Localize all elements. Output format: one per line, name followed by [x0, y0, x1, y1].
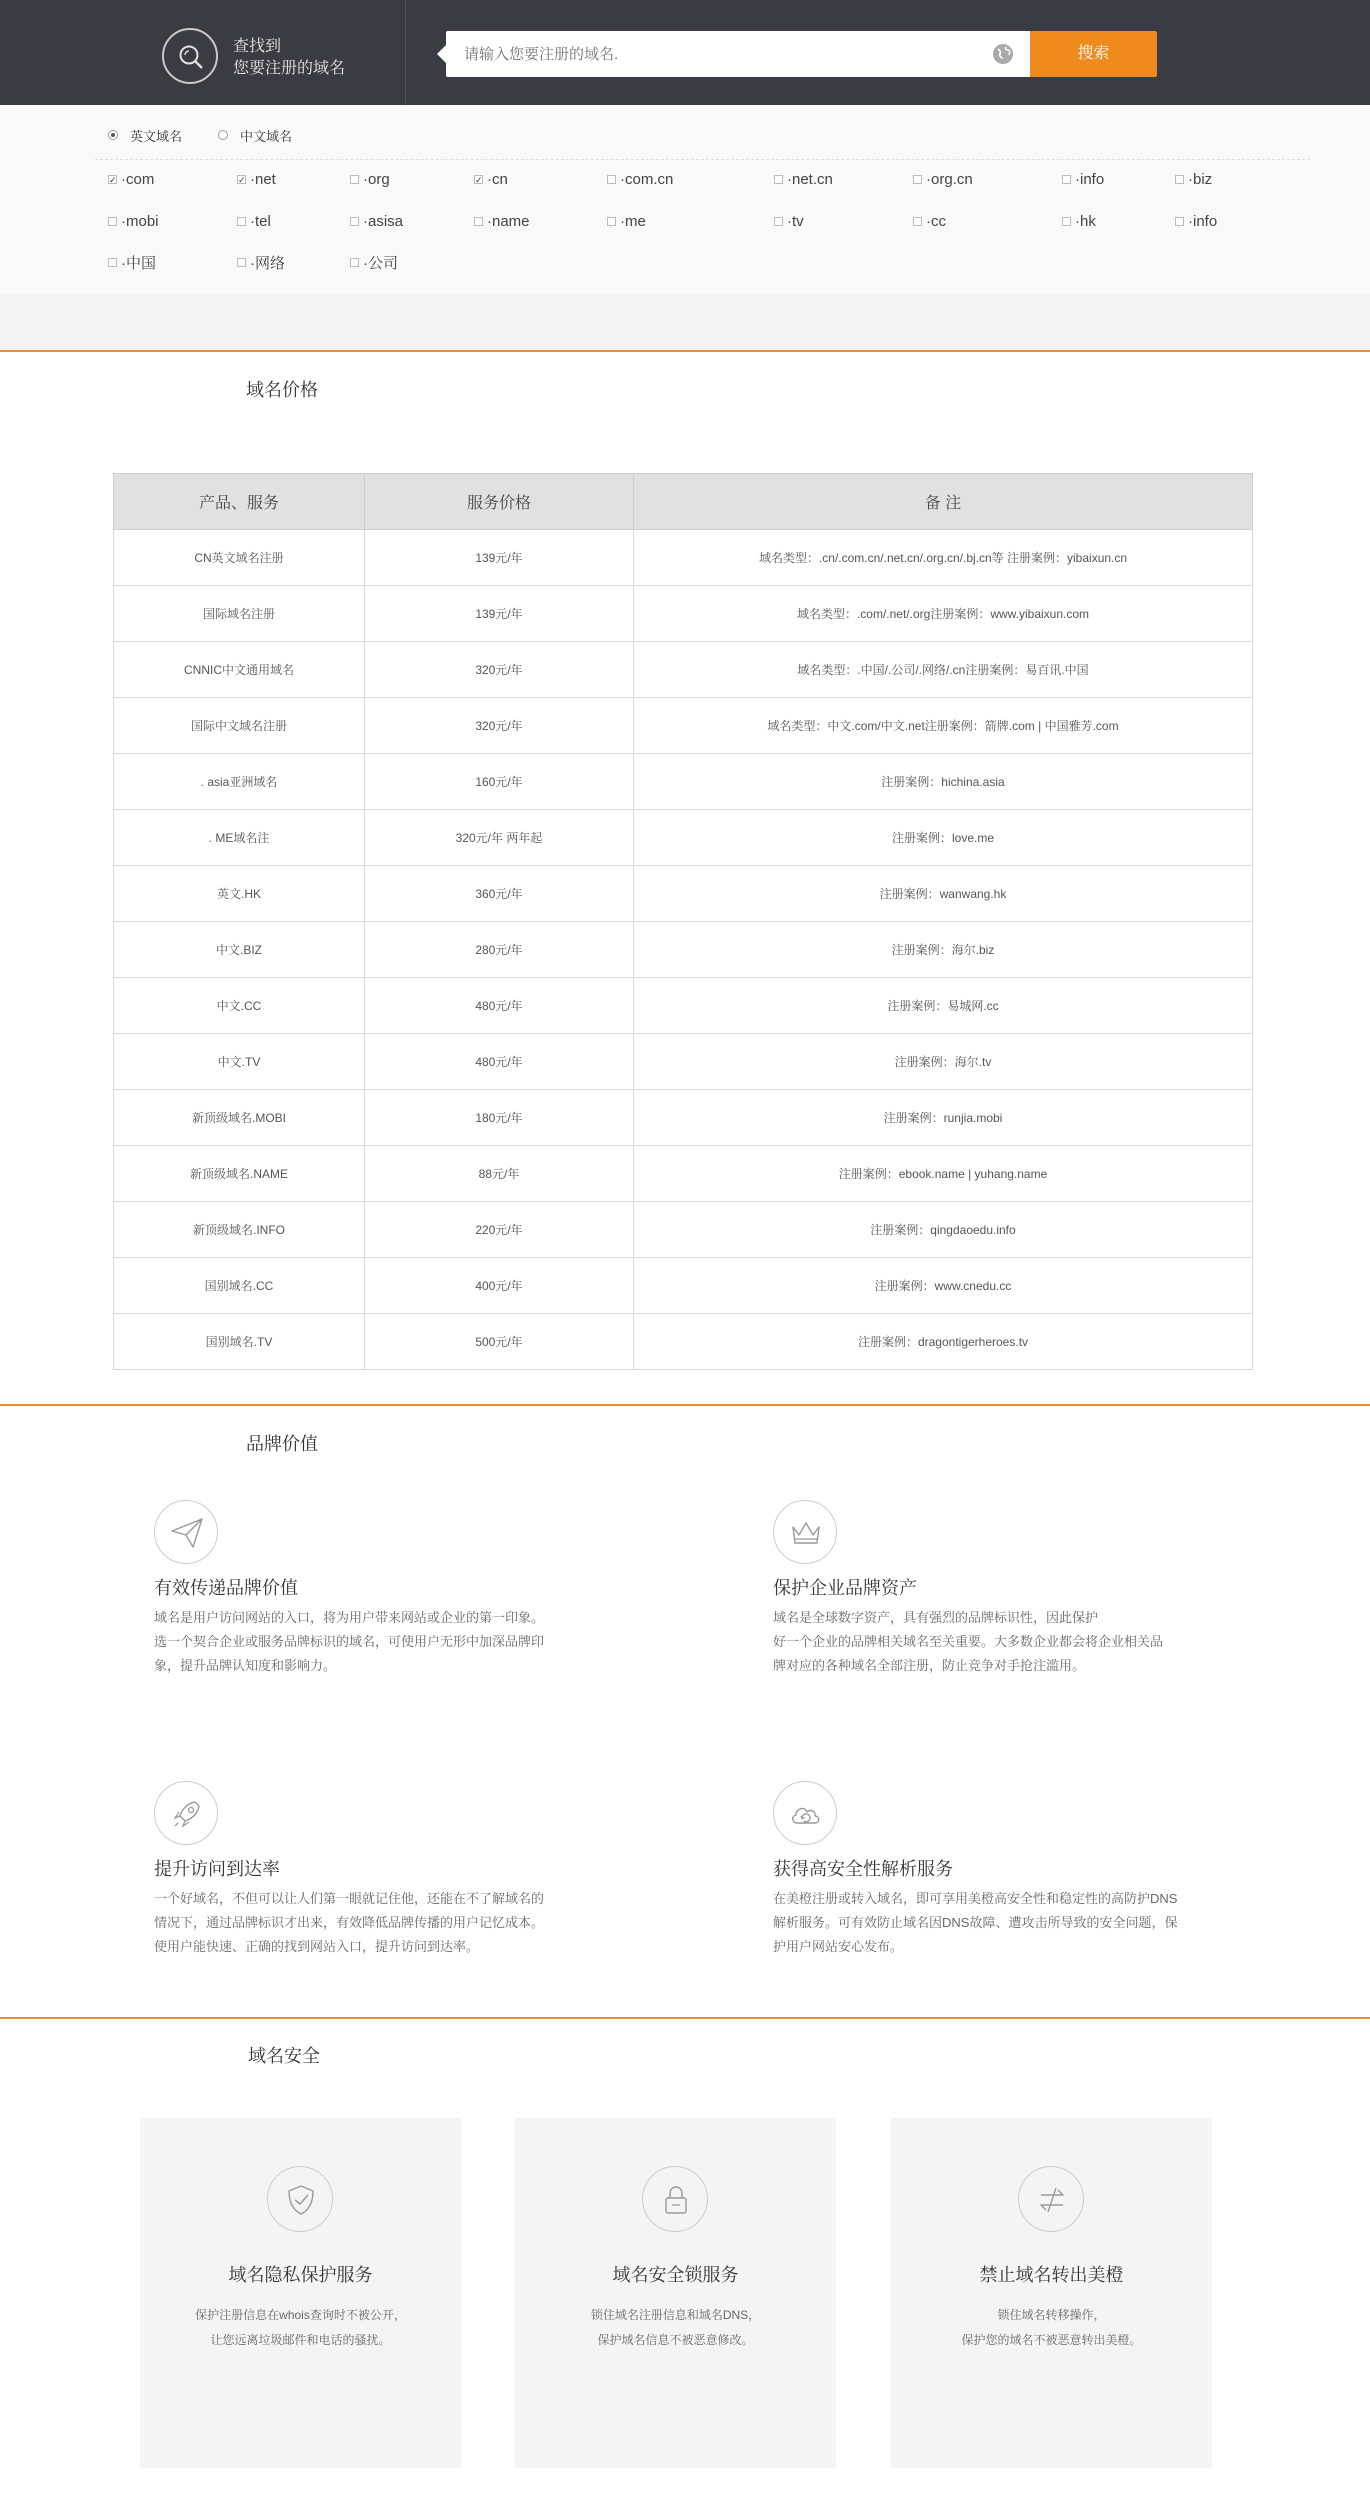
table-cell: 注册案例：ebook.name | yuhang.name	[634, 1146, 1253, 1202]
feature-line: 解析服务。可有效防止域名因DNS故障、遭攻击所导致的安全问题，保	[773, 1915, 1178, 1930]
tld-checkbox[interactable]	[237, 209, 271, 233]
card-line: 保护注册信息在whois查询时不被公开，	[195, 2308, 406, 2322]
table-cell: 480元/年	[365, 978, 634, 1034]
card-line: 保护您的域名不被恶意转出美橙。	[961, 2333, 1142, 2347]
feature-line: 情况下，通过品牌标识才出来，有效降低品牌传播的用户记忆成本。	[154, 1915, 545, 1930]
search-badge	[162, 28, 218, 84]
feature-description	[773, 1606, 1213, 1678]
tld-label: ·biz	[1188, 170, 1213, 188]
tld-checkbox[interactable]	[1062, 209, 1096, 233]
card-line: 锁住域名注册信息和域名DNS，	[590, 2308, 761, 2322]
feature-icon-circle	[773, 1500, 837, 1564]
table-cell: 域名类型：.中国/.公司/.网络/.cn注册案例：易百讯.中国	[634, 642, 1253, 698]
table-cell: 域名类型：中文.com/中文.net注册案例：箭牌.com | 中国雅芳.com	[634, 698, 1253, 754]
card-description	[140, 2303, 461, 2353]
paper-plane-icon	[169, 1515, 205, 1551]
tld-label: ·net.cn	[787, 170, 833, 188]
table-row	[114, 810, 1253, 866]
security-card	[140, 2118, 461, 2468]
table-cell: 注册案例：wanwang.hk	[634, 866, 1253, 922]
tld-label: ·公司	[363, 254, 398, 272]
tld-label: ·net	[250, 170, 276, 188]
checkbox-icon[interactable]	[607, 217, 616, 226]
card-icon-circle	[1018, 2166, 1084, 2232]
table-cell: 180元/年	[365, 1090, 634, 1146]
feature-line: 域名是全球数字资产，具有强烈的品牌标识性，因此保护	[773, 1610, 1099, 1625]
globe-icon[interactable]	[992, 43, 1014, 65]
section-divider	[0, 2017, 1370, 2019]
checkbox-icon[interactable]	[350, 175, 359, 184]
no-transfer-icon	[1034, 2182, 1070, 2218]
card-title: 域名安全锁服务	[612, 2265, 739, 2285]
feature-line: 象，提升品牌认知度和影响力。	[154, 1658, 337, 1673]
security-section-title: 域名安全	[248, 2046, 320, 2066]
feature-title: 有效传递品牌价值	[154, 1578, 298, 1598]
table-cell: 139元/年	[365, 586, 634, 642]
search-box	[446, 31, 1032, 77]
dashed-divider	[95, 159, 1310, 160]
card-title: 域名隐私保护服务	[228, 2265, 373, 2285]
column-header: 备 注	[634, 474, 1253, 530]
feature-line: 使用户能快速、正确的找到网站入口，提升访问到达率。	[154, 1939, 480, 1954]
table-cell: 新顶级域名.MOBI	[114, 1090, 365, 1146]
checkbox-icon[interactable]	[350, 258, 359, 267]
tld-checkbox[interactable]	[108, 250, 156, 274]
brand-feature	[154, 1500, 594, 1678]
table-cell: 注册案例：海尔.biz	[634, 922, 1253, 978]
price-section-title: 域名价格	[246, 380, 318, 400]
tld-label: ·mobi	[121, 212, 159, 230]
tld-label: ·tel	[250, 212, 271, 230]
card-line: 锁住域名转移操作，	[997, 2308, 1106, 2322]
checkbox-icon[interactable]	[108, 258, 117, 267]
radio-label: 中文域名	[240, 128, 293, 144]
table-row	[114, 1034, 1253, 1090]
table-row	[114, 530, 1253, 586]
table-cell: 域名类型：.com/.net/.org注册案例：www.yibaixun.com	[634, 586, 1253, 642]
table-cell: 注册案例：易城网.cc	[634, 978, 1253, 1034]
table-cell: CN英文域名注册	[114, 530, 365, 586]
table-cell: 320元/年 两年起	[365, 810, 634, 866]
table-cell: . asia亚洲域名	[114, 754, 365, 810]
feature-line: 一个好域名，不但可以让人们第一眼就记住他，还能在不了解域名的	[154, 1891, 545, 1906]
table-row	[114, 754, 1253, 810]
table-cell: 139元/年	[365, 530, 634, 586]
table-row	[114, 1314, 1253, 1370]
header-divider	[405, 0, 406, 105]
tld-checkbox[interactable]	[350, 250, 398, 274]
checkbox-icon[interactable]	[350, 217, 359, 226]
search-icon	[177, 43, 205, 71]
search-tagline	[233, 36, 345, 80]
tld-checkbox[interactable]	[108, 167, 154, 191]
tld-label: ·tv	[787, 212, 804, 230]
card-line: 让您远离垃圾邮件和电话的骚扰。	[210, 2333, 391, 2347]
checkbox-icon[interactable]	[913, 175, 922, 184]
checkbox-icon[interactable]	[1062, 217, 1071, 226]
crown-icon	[788, 1515, 824, 1551]
tld-label: ·org	[363, 170, 390, 188]
feature-title: 获得高安全性解析服务	[773, 1859, 953, 1879]
feature-description	[154, 1606, 594, 1678]
tld-checkbox[interactable]	[1175, 209, 1217, 233]
table-cell: 国别域名.CC	[114, 1258, 365, 1314]
radio-chinese-domain[interactable]	[218, 126, 292, 145]
table-cell: 注册案例：hichina.asia	[634, 754, 1253, 810]
checkbox-icon[interactable]	[237, 258, 246, 267]
table-cell: 中文.BIZ	[114, 922, 365, 978]
table-row	[114, 1202, 1253, 1258]
checkbox-icon[interactable]: ✓	[238, 174, 246, 185]
radio-icon[interactable]	[108, 130, 118, 140]
feature-description	[773, 1887, 1213, 1959]
table-row	[114, 698, 1253, 754]
checkbox-icon[interactable]	[237, 217, 246, 226]
checkbox-icon[interactable]	[774, 217, 783, 226]
feature-line: 护用户网站安心发布。	[773, 1939, 904, 1954]
checkbox-icon[interactable]: ✓	[109, 174, 117, 185]
table-cell: 注册案例：love.me	[634, 810, 1253, 866]
table-cell: 国际中文域名注册	[114, 698, 365, 754]
tagline-line2: 您要注册的域名	[233, 60, 346, 77]
table-row	[114, 922, 1253, 978]
column-header: 产品、服务	[114, 474, 365, 530]
shield-check-icon	[283, 2182, 319, 2218]
table-cell: 320元/年	[365, 698, 634, 754]
checkbox-icon[interactable]	[474, 217, 483, 226]
tld-checkbox[interactable]	[108, 209, 159, 233]
tld-checkbox[interactable]	[1175, 167, 1212, 191]
feature-line: 域名是用户访问网站的入口，将为用户带来网站或企业的第一印象。	[154, 1610, 545, 1625]
table-cell: 220元/年	[365, 1202, 634, 1258]
column-header: 服务价格	[365, 474, 634, 530]
checkbox-icon[interactable]	[1062, 175, 1071, 184]
radio-label: 英文域名	[130, 128, 183, 144]
card-icon-circle	[642, 2166, 708, 2232]
security-card	[515, 2118, 836, 2468]
table-cell: 360元/年	[365, 866, 634, 922]
filter-bottom-band	[0, 295, 1370, 352]
radio-icon[interactable]	[218, 130, 228, 140]
table-row	[114, 978, 1253, 1034]
tld-label: ·hk	[1075, 212, 1096, 230]
table-cell: 英文.HK	[114, 866, 365, 922]
tld-checkbox[interactable]	[774, 167, 833, 191]
tagline-line1: 查找到	[233, 38, 282, 55]
tld-checkbox[interactable]	[607, 209, 646, 233]
tld-checkbox[interactable]	[1062, 167, 1104, 191]
feature-icon-circle	[154, 1781, 218, 1845]
table-cell: 320元/年	[365, 642, 634, 698]
search-button[interactable]: 搜索	[1030, 31, 1157, 77]
table-cell: 注册案例：runjia.mobi	[634, 1090, 1253, 1146]
lock-icon	[658, 2182, 694, 2218]
table-cell: 国际域名注册	[114, 586, 365, 642]
table-cell: 注册案例：www.cnedu.cc	[634, 1258, 1253, 1314]
tld-label: ·me	[620, 212, 646, 230]
tld-label: ·cc	[926, 212, 946, 230]
feature-line: 好一个企业的品牌相关域名至关重要。大多数企业都会将企业相关品	[773, 1634, 1164, 1649]
tld-label: ·cn	[487, 170, 508, 188]
checkbox-icon[interactable]	[774, 175, 783, 184]
tld-checkbox[interactable]	[237, 167, 276, 191]
brand-feature	[154, 1781, 594, 1959]
table-cell: 注册案例：qingdaoedu.info	[634, 1202, 1253, 1258]
table-cell: 新顶级域名.NAME	[114, 1146, 365, 1202]
tld-checkbox[interactable]	[350, 167, 390, 191]
table-cell: . ME域名注	[114, 810, 365, 866]
tld-label: ·com	[121, 170, 155, 188]
tld-checkbox[interactable]	[237, 250, 285, 274]
table-row	[114, 586, 1253, 642]
tld-label: ·org.cn	[926, 170, 973, 188]
feature-icon-circle	[773, 1781, 837, 1845]
table-row	[114, 1090, 1253, 1146]
card-description	[515, 2303, 836, 2353]
rocket-icon	[169, 1796, 205, 1832]
table-cell: 注册案例：dragontigerheroes.tv	[634, 1314, 1253, 1370]
tld-label: ·name	[487, 212, 530, 230]
radio-english-domain[interactable]	[108, 126, 182, 145]
tld-checkbox[interactable]	[350, 209, 403, 233]
tld-label: ·com.cn	[620, 170, 674, 188]
feature-line: 牌对应的各种域名全部注册，防止竞争对手抢注滥用。	[773, 1658, 1086, 1673]
table-cell: 中文.CC	[114, 978, 365, 1034]
section-divider	[0, 350, 1370, 352]
table-cell: CNNIC中文通用域名	[114, 642, 365, 698]
table-cell: 88元/年	[365, 1146, 634, 1202]
card-title: 禁止域名转出美橙	[979, 2265, 1124, 2285]
table-cell: 500元/年	[365, 1314, 634, 1370]
feature-icon-circle	[154, 1500, 218, 1564]
table-cell: 中文.TV	[114, 1034, 365, 1090]
feature-line: 选一个契合企业或服务品牌标识的域名，可使用户无形中加深品牌印	[154, 1634, 545, 1649]
tld-checkbox[interactable]	[913, 209, 946, 233]
feature-title: 保护企业品牌资产	[773, 1578, 917, 1598]
tld-label: ·中国	[121, 254, 156, 272]
price-table	[113, 473, 1253, 1370]
brand-feature	[773, 1500, 1213, 1678]
tld-checkbox[interactable]	[474, 167, 508, 191]
card-line: 保护域名信息不被恶意修改。	[597, 2333, 754, 2347]
brand-section-title: 品牌价值	[246, 1434, 318, 1454]
table-row	[114, 1258, 1253, 1314]
card-icon-circle	[267, 2166, 333, 2232]
checkbox-icon[interactable]	[1175, 175, 1184, 184]
table-cell: 160元/年	[365, 754, 634, 810]
tld-label: ·info	[1075, 170, 1105, 188]
security-card	[891, 2118, 1212, 2468]
tld-label: ·网络	[250, 254, 285, 272]
domain-search-input[interactable]	[464, 31, 984, 77]
feature-title: 提升访问到达率	[154, 1859, 280, 1879]
checkbox-icon[interactable]: ✓	[475, 174, 483, 185]
table-row	[114, 1146, 1253, 1202]
domain-filter-panel	[0, 105, 1370, 295]
tld-checkbox[interactable]	[474, 209, 530, 233]
tld-checkbox[interactable]	[913, 167, 973, 191]
table-cell: 480元/年	[365, 1034, 634, 1090]
table-cell: 国别域名.TV	[114, 1314, 365, 1370]
table-cell: 400元/年	[365, 1258, 634, 1314]
table-header-row	[114, 474, 1253, 530]
tld-checkbox[interactable]	[607, 167, 673, 191]
top-search-bar	[0, 0, 1370, 105]
table-cell: 注册案例：海尔.tv	[634, 1034, 1253, 1090]
checkbox-icon[interactable]	[1175, 217, 1184, 226]
feature-description	[154, 1887, 594, 1959]
card-description	[891, 2303, 1212, 2353]
table-row	[114, 642, 1253, 698]
checkbox-icon[interactable]	[607, 175, 616, 184]
table-cell: 域名类型：.cn/.com.cn/.net.cn/.org.cn/.bj.cn等 注册案例：yibaixun.cn	[634, 530, 1253, 586]
table-cell: 280元/年	[365, 922, 634, 978]
table-row	[114, 866, 1253, 922]
tld-checkbox[interactable]	[774, 209, 804, 233]
section-divider	[0, 1404, 1370, 1406]
checkbox-icon[interactable]	[913, 217, 922, 226]
table-cell: 新顶级域名.INFO	[114, 1202, 365, 1258]
tld-label: ·asisa	[363, 212, 404, 230]
brand-feature	[773, 1781, 1213, 1959]
domain-language-options	[108, 120, 328, 150]
cloud-refresh-icon	[788, 1796, 824, 1832]
tld-label: ·info	[1188, 212, 1218, 230]
feature-line: 在美橙注册或转入域名，即可享用美橙高安全性和稳定性的高防护DNS	[773, 1891, 1178, 1906]
checkbox-icon[interactable]	[108, 217, 117, 226]
